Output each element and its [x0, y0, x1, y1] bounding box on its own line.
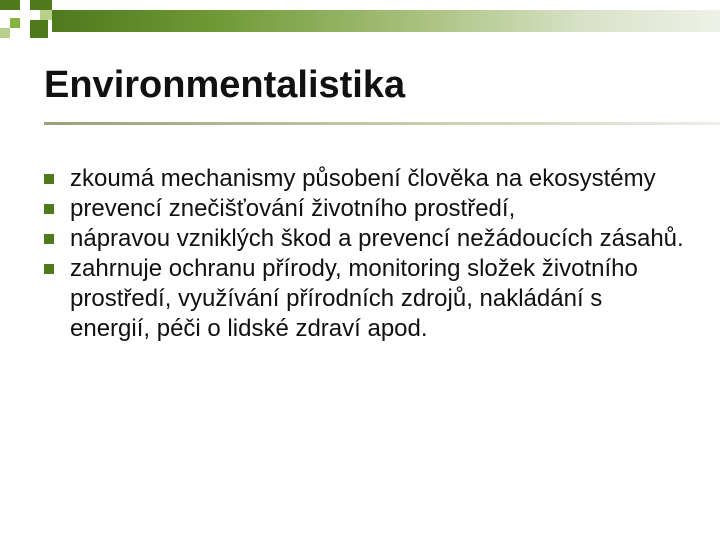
bullet-text: nápravou vzniklých škod a prevencí nežádoucích zásahů. [70, 225, 684, 252]
gradient-header-bar [52, 10, 720, 32]
decorative-square [20, 10, 30, 20]
bullet-item [44, 224, 684, 254]
decorative-square [0, 0, 20, 10]
bullet-item [44, 194, 684, 224]
bullet-text: zkoumá mechanismy působení člověka na ekosystémy [70, 165, 656, 192]
decorative-square [10, 18, 20, 28]
decorative-square [30, 0, 52, 10]
bullet-list [44, 164, 684, 344]
bullet-text: zahrnuje ochranu přírody, monitoring složek životního prostředí, využívání přírodních zdrojů, nakládání s energií, péči o lidské zdraví apod. [70, 255, 638, 342]
square-bullet-icon [44, 234, 54, 244]
decorative-square [30, 20, 48, 38]
slide-title: Environmentalistika [44, 64, 406, 106]
decorative-square [0, 28, 10, 38]
square-bullet-icon [44, 174, 54, 184]
bullet-item [44, 164, 684, 194]
square-bullet-icon [44, 264, 54, 274]
title-underline [44, 122, 720, 125]
bullet-text: prevencí znečišťování životního prostředí, [70, 195, 516, 222]
decorative-header-band [0, 0, 720, 50]
decorative-square [40, 10, 52, 20]
square-bullet-icon [44, 204, 54, 214]
bullet-item [44, 254, 684, 344]
